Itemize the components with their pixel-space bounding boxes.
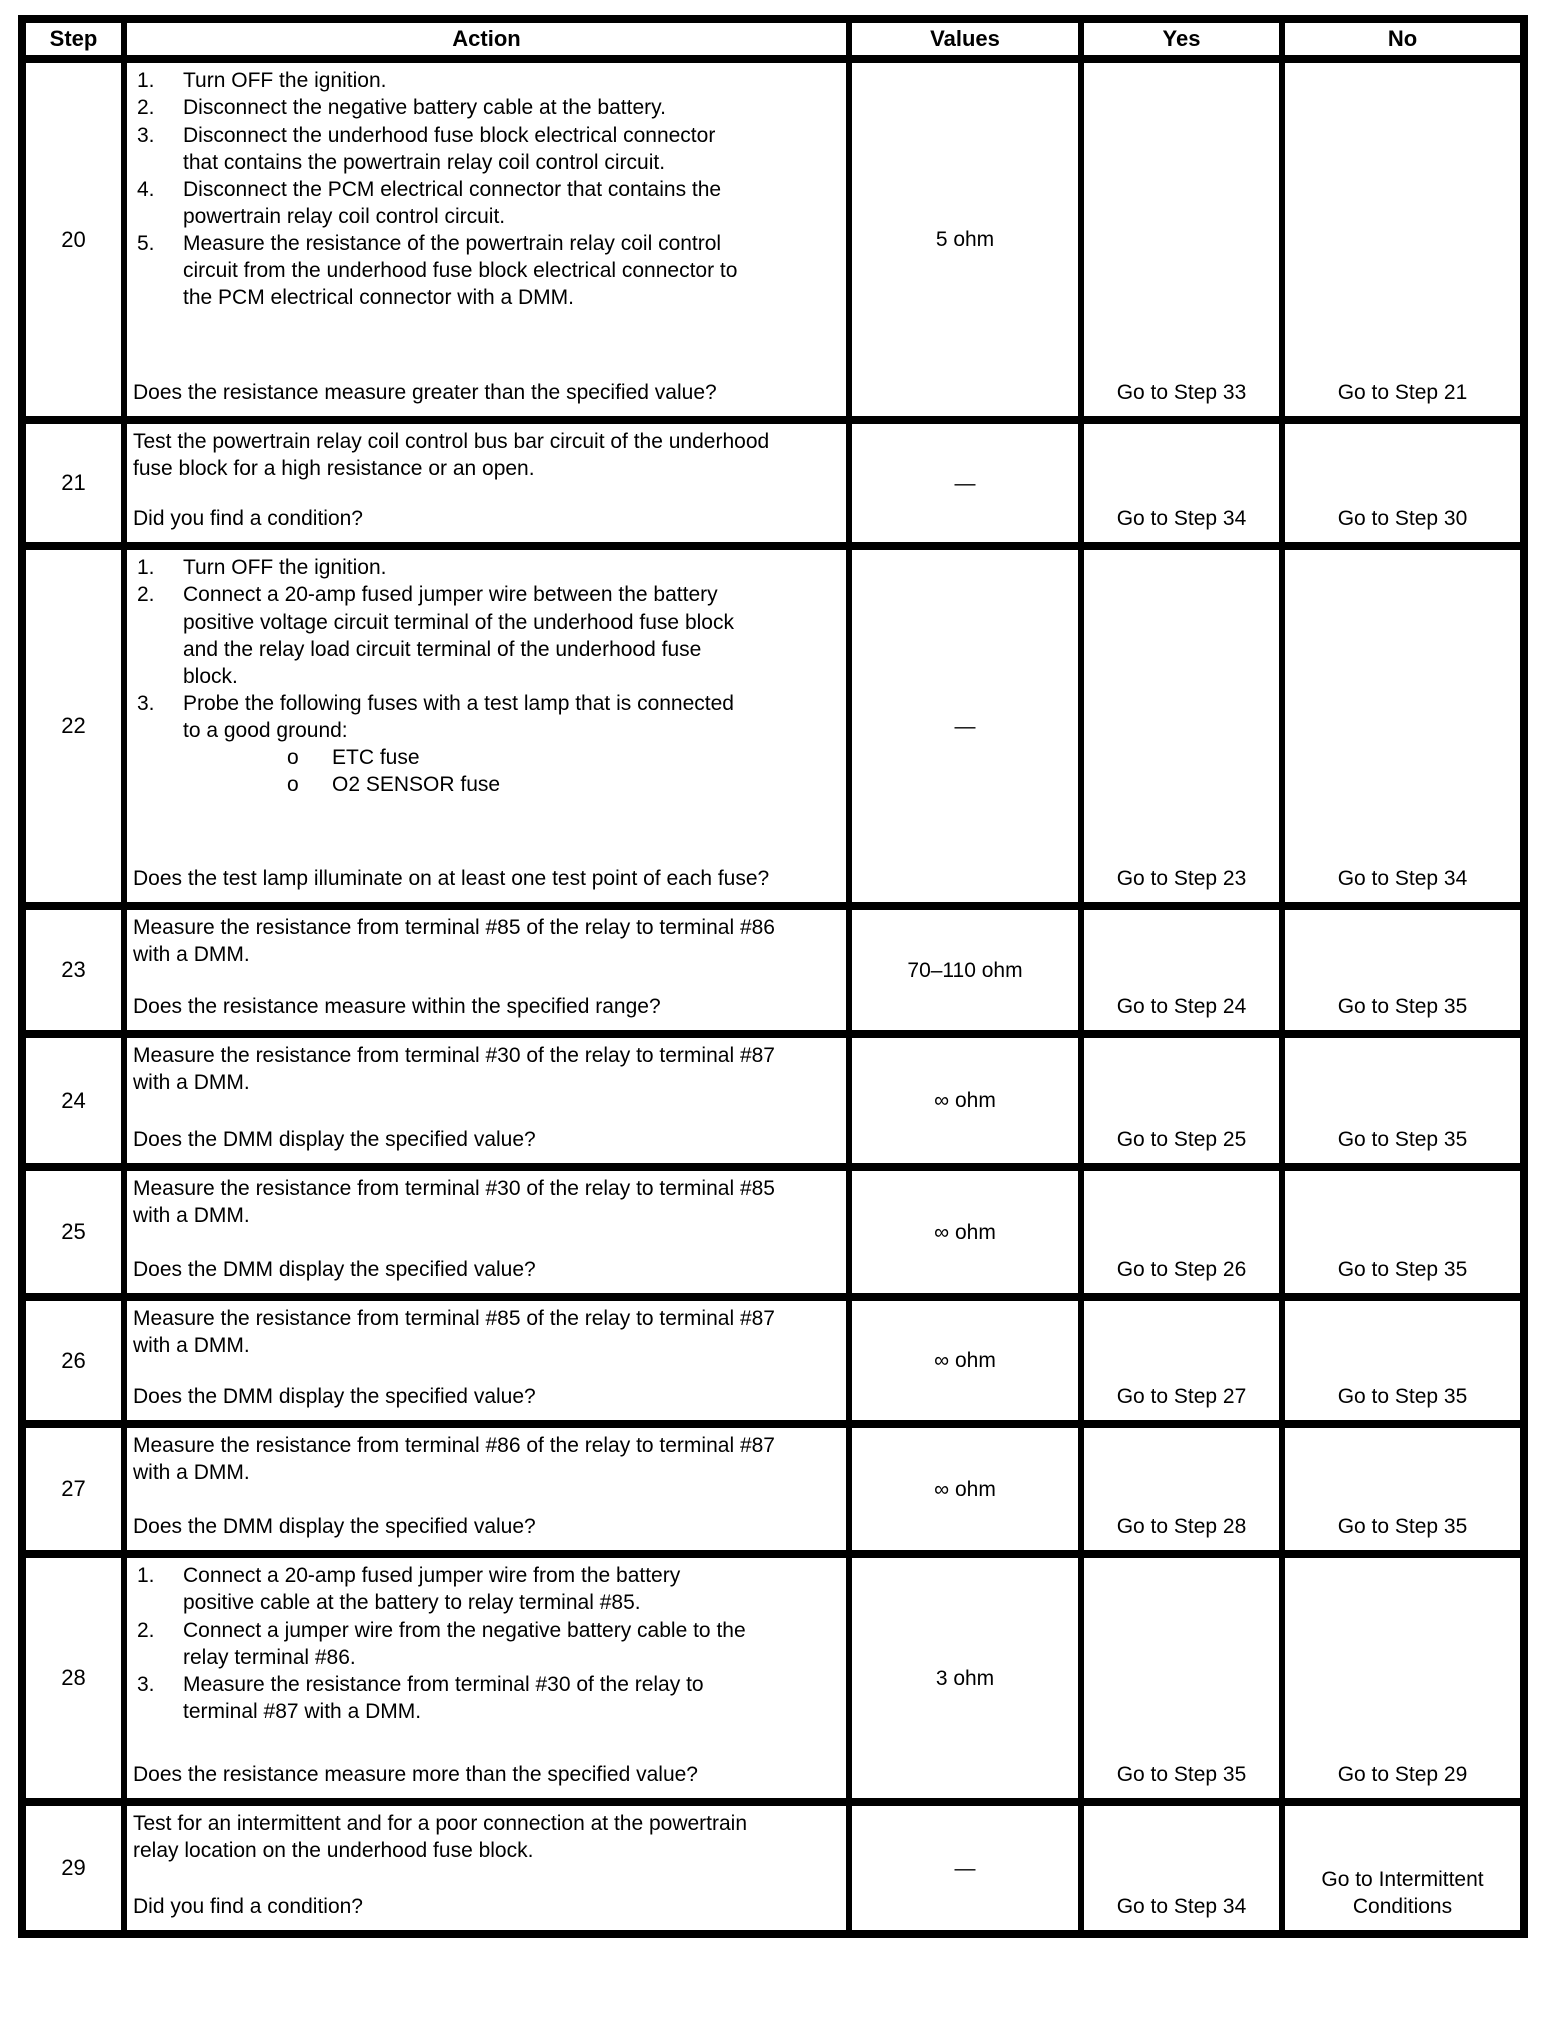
step-cell <box>22 1424 124 1554</box>
values-cell-text: ∞ ohm <box>934 1220 996 1244</box>
action-step-item <box>137 122 832 176</box>
yes-cell <box>1081 1167 1282 1297</box>
action-step-item <box>137 67 832 94</box>
yes-cell-text: Go to Step 33 <box>1116 381 1247 405</box>
action-question: Did you find a condition? <box>133 507 363 531</box>
step-item-text-content: Measure the resistance from terminal #30 of the relay to terminal #87 with a DMM. <box>183 1672 704 1723</box>
yes-cell <box>1081 546 1282 906</box>
no-cell <box>1282 1554 1524 1802</box>
values-cell-text: 3 ohm <box>935 1666 995 1690</box>
table-row <box>22 1424 1524 1554</box>
step-number: 28 <box>61 1665 86 1691</box>
values-cell-text: — <box>954 1856 976 1880</box>
yes-cell-text: Go to Step 23 <box>1116 867 1247 891</box>
action-cell <box>124 906 849 1034</box>
step-item-text-content: Connect a jumper wire from the negative battery cable to the relay terminal #86. <box>183 1618 746 1669</box>
step-item-text <box>183 1617 748 1671</box>
action-step-list <box>137 1562 832 1724</box>
values-cell-text: 5 ohm <box>935 228 995 252</box>
no-cell <box>1282 1297 1524 1424</box>
circle-bullet-icon: o <box>287 773 299 796</box>
action-paragraph: Measure the resistance from terminal #30 of the relay to terminal #85 with a DMM. <box>133 1177 775 1228</box>
action-question: Does the resistance measure more than the specified value? <box>133 1763 698 1787</box>
step-cell <box>22 546 124 906</box>
table-body <box>22 59 1524 1934</box>
values-cell-text: — <box>954 471 976 495</box>
yes-cell-text: Go to Step 24 <box>1116 995 1247 1019</box>
action-step-item <box>137 554 832 581</box>
values-cell-text: ∞ ohm <box>934 1089 996 1113</box>
action-cell <box>124 1802 849 1934</box>
action-paragraph: Test the powertrain relay coil control bus bar circuit of the underhood fuse block for a high resistance or an open. <box>133 430 770 481</box>
col-header-step: Step <box>22 19 124 59</box>
yes-cell <box>1081 420 1282 546</box>
step-item-text-content: Connect a 20-amp fused jumper wire between the battery positive voltage circuit terminal of the underhood fuse block and the relay load circuit terminal of the underhood fuse block. <box>183 583 734 688</box>
step-item-text-content: Disconnect the negative battery cable at the battery. <box>183 96 666 120</box>
no-cell <box>1282 1802 1524 1934</box>
step-cell <box>22 906 124 1034</box>
step-cell <box>22 1297 124 1424</box>
step-item-number: 2. <box>137 583 155 607</box>
table-row <box>22 1034 1524 1167</box>
step-number: 22 <box>61 713 86 739</box>
step-number: 27 <box>61 1476 86 1502</box>
action-cell <box>124 1424 849 1554</box>
step-number: 23 <box>61 957 86 983</box>
values-cell <box>849 1424 1081 1554</box>
action-cell <box>124 59 849 420</box>
step-item-text-content: Measure the resistance of the powertrain relay coil control circuit from the underhood fuse block electrical connector to the PCM electrical connector with a DMM. <box>183 231 738 309</box>
action-cell <box>124 1554 849 1802</box>
no-cell-text: Go to Step 29 <box>1337 1763 1468 1787</box>
step-item-number: 1. <box>137 556 155 580</box>
action-question: Does the resistance measure within the specified range? <box>133 995 661 1019</box>
values-cell <box>849 546 1081 906</box>
action-cell <box>124 420 849 546</box>
no-cell-text: Go to Step 34 <box>1337 867 1468 891</box>
step-item-text-content: Connect a 20-amp fused jumper wire from the battery positive cable at the battery to relay terminal #85. <box>183 1564 681 1615</box>
action-step-item <box>137 1617 832 1671</box>
action-step-item <box>137 176 832 230</box>
step-cell <box>22 1167 124 1297</box>
no-cell-text: Go to Step 21 <box>1337 381 1468 405</box>
action-paragraph: Measure the resistance from terminal #85 of the relay to terminal #87 with a DMM. <box>133 1307 775 1358</box>
no-cell-text: Go to Step 35 <box>1337 995 1468 1019</box>
action-question: Does the DMM display the specified value? <box>133 1258 536 1282</box>
yes-cell <box>1081 1424 1282 1554</box>
yes-cell-text: Go to Step 28 <box>1116 1515 1247 1539</box>
step-number: 20 <box>61 226 86 252</box>
step-item-text-content: Probe the following fuses with a test lamp that is connected to a good ground: <box>183 691 734 742</box>
values-cell-text: 70–110 ohm <box>907 958 1023 982</box>
action-step-list <box>137 67 832 311</box>
action-cell <box>124 1167 849 1297</box>
action-paragraph: Test for an intermittent and for a poor connection at the powertrain relay location on the underhood fuse block. <box>133 1812 748 1863</box>
values-cell-text: ∞ ohm <box>934 1477 996 1501</box>
table-row <box>22 1554 1524 1802</box>
no-cell-text: Go to Step 35 <box>1337 1515 1468 1539</box>
values-cell <box>849 1297 1081 1424</box>
sub-bullet-item <box>183 771 748 798</box>
step-number: 25 <box>61 1219 86 1245</box>
sub-bullet-list <box>183 744 748 798</box>
yes-cell-text: Go to Step 34 <box>1116 507 1247 531</box>
yes-cell-text: Go to Step 34 <box>1116 1895 1247 1919</box>
col-header-no: No <box>1282 19 1524 59</box>
action-step-item <box>137 1562 832 1616</box>
action-question: Does the DMM display the specified value? <box>133 1385 536 1409</box>
action-question: Does the resistance measure greater than the specified value? <box>133 381 717 405</box>
values-cell <box>849 1802 1081 1934</box>
step-item-text <box>183 581 748 689</box>
no-cell <box>1282 1034 1524 1167</box>
no-cell <box>1282 1424 1524 1554</box>
step-item-number: 1. <box>137 69 155 93</box>
no-cell <box>1282 420 1524 546</box>
step-cell <box>22 1554 124 1802</box>
step-item-number: 4. <box>137 177 155 201</box>
table-row <box>22 1297 1524 1424</box>
yes-cell <box>1081 1034 1282 1167</box>
action-cell <box>124 546 849 906</box>
action-content <box>127 1806 846 1904</box>
header-row <box>22 19 1524 59</box>
no-cell-text: Go to Step 30 <box>1337 507 1468 531</box>
action-step-list <box>137 554 832 798</box>
col-header-action: Action <box>124 19 849 59</box>
table-row <box>22 546 1524 906</box>
no-cell <box>1282 906 1524 1034</box>
no-cell-text: Go to Intermittent Conditions <box>1321 1868 1484 1919</box>
step-item-text <box>183 690 748 798</box>
yes-cell-text: Go to Step 26 <box>1116 1258 1247 1282</box>
yes-cell <box>1081 59 1282 420</box>
values-cell-text: — <box>954 714 976 738</box>
yes-cell-text: Go to Step 35 <box>1116 1763 1247 1787</box>
circle-bullet-icon: o <box>287 745 299 769</box>
action-question: Does the test lamp illuminate on at least one test point of each fuse? <box>133 867 770 891</box>
action-content <box>127 1038 846 1136</box>
yes-cell-text: Go to Step 25 <box>1116 1128 1247 1152</box>
values-cell <box>849 1167 1081 1297</box>
sub-item-text: O2 SENSOR fuse <box>332 773 501 796</box>
values-cell <box>849 906 1081 1034</box>
step-cell <box>22 1034 124 1167</box>
action-cell <box>124 1297 849 1424</box>
action-content <box>127 550 846 838</box>
yes-cell <box>1081 1554 1282 1802</box>
step-item-text <box>183 176 748 230</box>
step-item-text <box>183 94 666 121</box>
values-cell-text: ∞ ohm <box>934 1349 996 1373</box>
no-cell-text: Go to Step 35 <box>1337 1258 1468 1282</box>
step-number: 29 <box>61 1855 86 1881</box>
values-cell <box>849 1554 1081 1802</box>
step-number: 26 <box>61 1347 86 1373</box>
step-item-text-content: Turn OFF the ignition. <box>183 556 387 580</box>
step-item-number: 2. <box>137 1618 155 1642</box>
table-row <box>22 420 1524 546</box>
table-row <box>22 1802 1524 1934</box>
table-row <box>22 906 1524 1034</box>
step-item-text <box>183 67 386 94</box>
step-cell <box>22 59 124 420</box>
action-paragraph: Measure the resistance from terminal #30 of the relay to terminal #87 with a DMM. <box>133 1044 775 1095</box>
action-step-item <box>137 94 832 121</box>
col-header-yes: Yes <box>1081 19 1282 59</box>
step-item-text-content: Disconnect the underhood fuse block electrical connector that contains the powertrain relay coil control circuit. <box>183 123 716 174</box>
no-cell-text: Go to Step 35 <box>1337 1385 1468 1409</box>
action-step-item <box>137 690 832 798</box>
yes-cell <box>1081 906 1282 1034</box>
step-item-text-content: Turn OFF the ignition. <box>183 69 387 93</box>
step-number: 21 <box>61 470 86 496</box>
step-cell <box>22 420 124 546</box>
diagnostic-table <box>18 15 1528 1938</box>
step-item-number: 2. <box>137 96 155 120</box>
step-item-text <box>183 1562 748 1616</box>
action-paragraph: Measure the resistance from terminal #86 of the relay to terminal #87 with a DMM. <box>133 1434 775 1485</box>
yes-cell <box>1081 1802 1282 1934</box>
step-number: 24 <box>61 1087 86 1113</box>
action-question: Did you find a condition? <box>133 1895 363 1919</box>
values-cell <box>849 420 1081 546</box>
step-item-text <box>183 230 748 311</box>
step-cell <box>22 1802 124 1934</box>
no-cell <box>1282 1167 1524 1297</box>
action-cell <box>124 1034 849 1167</box>
action-question: Does the DMM display the specified value? <box>133 1128 536 1152</box>
action-content <box>127 1558 846 1764</box>
step-item-number: 5. <box>137 231 155 255</box>
action-content <box>127 1428 846 1526</box>
action-question: Does the DMM display the specified value? <box>133 1515 536 1539</box>
step-item-number: 3. <box>137 1672 155 1696</box>
no-cell <box>1282 546 1524 906</box>
no-cell-text: Go to Step 35 <box>1337 1128 1468 1152</box>
col-header-values: Values <box>849 19 1081 59</box>
action-step-item <box>137 230 832 311</box>
sub-item-text: ETC fuse <box>332 745 420 769</box>
action-step-item <box>137 1671 832 1725</box>
table-row <box>22 1167 1524 1297</box>
step-item-number: 1. <box>137 1564 155 1588</box>
sub-bullet-item <box>183 744 748 771</box>
action-paragraph: Measure the resistance from terminal #85 of the relay to terminal #86 with a DMM. <box>133 916 775 967</box>
step-item-number: 3. <box>137 123 155 147</box>
step-item-number: 3. <box>137 691 155 715</box>
action-step-item <box>137 581 832 689</box>
table-row <box>22 59 1524 420</box>
step-item-text <box>183 554 386 581</box>
yes-cell <box>1081 1297 1282 1424</box>
no-cell <box>1282 59 1524 420</box>
yes-cell-text: Go to Step 27 <box>1116 1385 1247 1409</box>
values-cell <box>849 59 1081 420</box>
step-item-text-content: Disconnect the PCM electrical connector that contains the powertrain relay coil control circuit. <box>183 177 722 228</box>
step-item-text <box>183 122 748 176</box>
values-cell <box>849 1034 1081 1167</box>
action-content <box>127 1171 846 1269</box>
step-item-text <box>183 1671 748 1725</box>
action-content <box>127 63 846 351</box>
